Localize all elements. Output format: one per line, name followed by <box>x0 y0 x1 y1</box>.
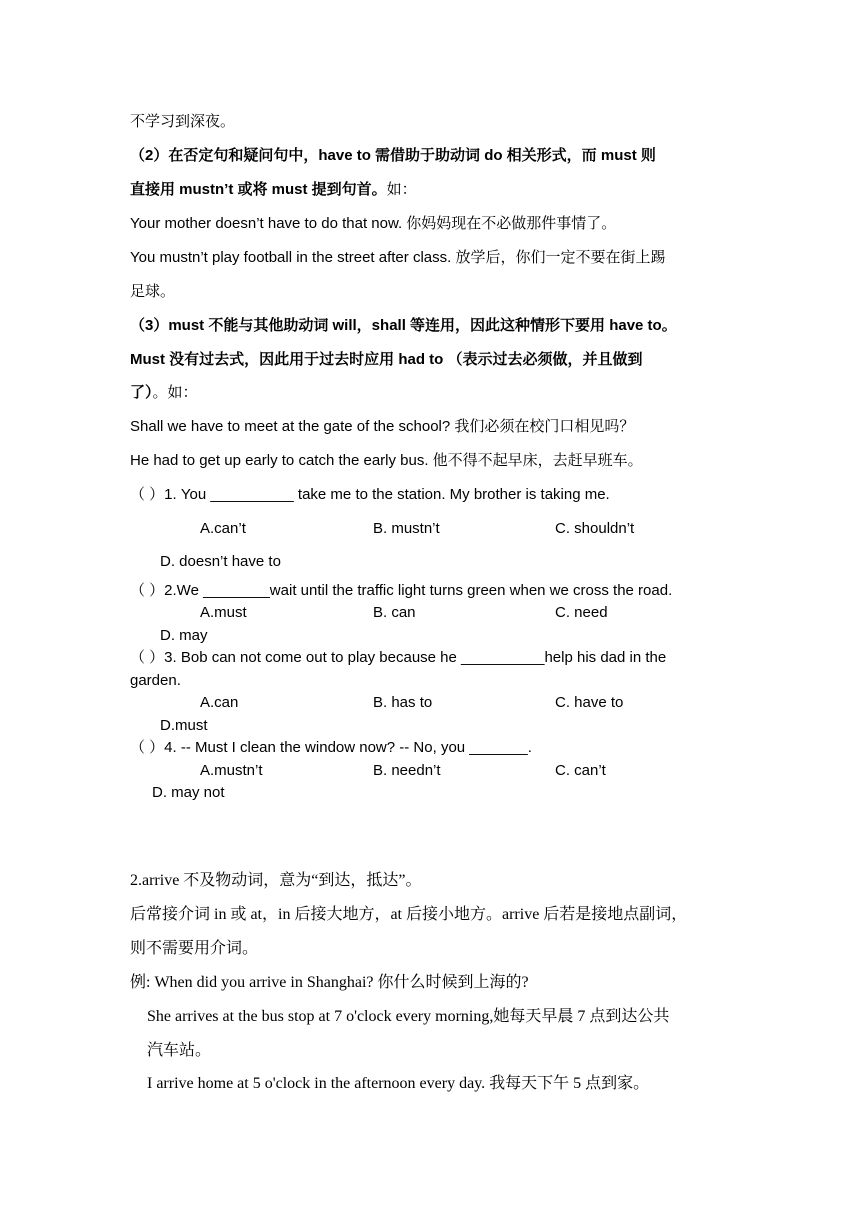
arrive-example: She arrives at the bus stop at 7 o'clock every morning,她每天早晨 7 点到达公共 <box>147 1008 670 1025</box>
question-4-option-b: B. needn’t <box>373 762 441 779</box>
rule-note-2: （2）在否定句和疑问句中，have to 需借助于助动词 do 相关形式，而 must 则 <box>130 147 656 164</box>
rule-note-2-cont-tail: 如： <box>386 181 417 198</box>
example-sentence: You mustn’t play football in the street after class. 放学后，你们一定不要在街上踢 <box>130 249 666 266</box>
question-2-option-c: C. need <box>555 604 608 621</box>
question-1-option-c: C. shouldn’t <box>555 520 635 537</box>
example-sentence: Your mother doesn’t have to do that now. 你妈妈现在不必做那件事情了。 <box>130 215 617 232</box>
example-sentence-cont: 足球。 <box>130 283 176 300</box>
question-1-option-b: B. mustn’t <box>373 520 440 537</box>
question-3-option-c: C. have to <box>555 694 624 711</box>
question-2: （ ）2.We ________wait until the traffic light turns green when we cross the road. <box>130 582 673 599</box>
question-2-option-a: A.must <box>200 604 247 621</box>
question-3-option-a: A.can <box>200 694 239 711</box>
question-1-option-d: D. doesn’t have to <box>160 553 281 570</box>
rule-note-3-end-tail: 。如： <box>152 384 198 401</box>
rule-note-3-end <box>130 383 198 403</box>
question-3-option-b: B. has to <box>373 694 433 711</box>
question-2-option-d: D. may <box>160 627 208 644</box>
rule-note-2-cont-bold: 直接用 mustn’t 或将 must 提到句首。 <box>130 181 387 198</box>
rule-note-3: （3）must 不能与其他助动词 will，shall 等连用，因此这种情形下要用 have to。 <box>130 317 677 334</box>
rule-note-2-cont <box>130 180 417 200</box>
question-1: （ ）1. You __________ take me to the station. My brother is taking me. <box>130 486 610 503</box>
arrive-example: 例: When did you arrive in Shanghai? 你什么时候到上海的? <box>130 974 529 991</box>
question-3: （ ）3. Bob can not come out to play because he __________help his dad in the <box>130 649 667 666</box>
question-1-option-a: A.can’t <box>200 520 246 537</box>
question-4-option-c: C. can’t <box>555 762 606 779</box>
question-3-cont: garden. <box>130 672 181 689</box>
rule-note-3-end-bold: 了） <box>130 384 153 401</box>
arrive-explanation: 后常接介词 in 或 at，in 后接大地方，at 后接小地方。arrive 后若是接地点副词， <box>130 906 688 923</box>
rule-note-3-cont: Must 没有过去式，因此用于过去时应用 had to （表示过去必须做，并且做到 <box>130 351 643 368</box>
question-2-option-b: B. can <box>373 604 416 621</box>
question-4-option-d: D. may not <box>152 784 225 801</box>
arrive-example-cont: 汽车站。 <box>147 1042 212 1059</box>
question-4: （ ）4. -- Must I clean the window now? -- No, you _______. <box>130 739 532 756</box>
arrive-explanation-cont: 则不需要用介词。 <box>130 940 259 957</box>
arrive-example: I arrive home at 5 o'clock in the afternoon every day. 我每天下午 5 点到家。 <box>147 1075 650 1092</box>
section-heading-arrive: 2.arrive 不及物动词，意为“到达，抵达”。 <box>130 872 422 889</box>
question-3-option-d: D.must <box>160 717 208 734</box>
question-4-option-a: A.mustn’t <box>200 762 263 779</box>
text-line: 不学习到深夜。 <box>130 113 236 130</box>
example-sentence: He had to get up early to catch the early bus. 他不得不起早床，去赶早班车。 <box>130 452 643 469</box>
example-sentence: Shall we have to meet at the gate of the school? 我们必须在校门口相见吗？ <box>130 418 635 435</box>
